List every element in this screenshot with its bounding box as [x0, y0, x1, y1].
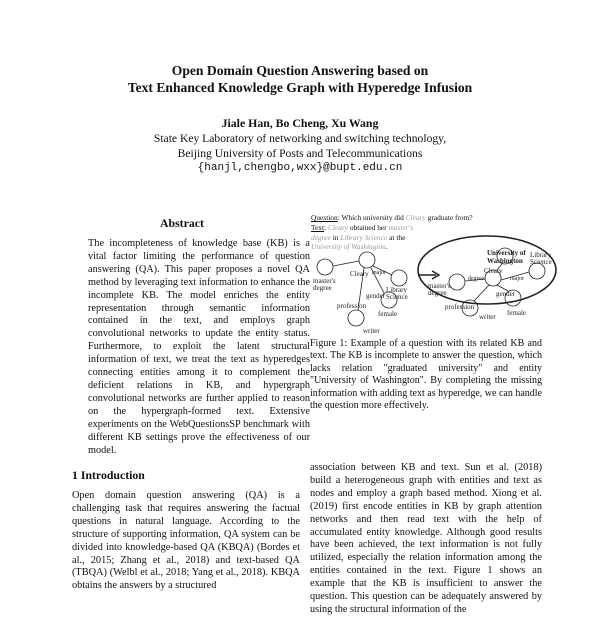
authors: Jiale Han, Bo Cheng, Xu Wang — [221, 116, 379, 130]
node-library-left — [391, 270, 407, 286]
label-major-left: major — [372, 270, 386, 276]
node-masters-left — [317, 259, 333, 275]
node-cleary-left — [359, 252, 375, 268]
label-degree-right: degree — [468, 276, 484, 282]
label-writer-left: writer — [363, 327, 380, 335]
label-gender-left-text: gender — [366, 292, 386, 300]
label-cleary-left: Cleary — [350, 270, 369, 278]
paper-title-line2: Text Enhanced Knowledge Graph with Hyperedge Infusion — [127, 80, 473, 95]
label-masters-left: master's degree — [313, 277, 336, 292]
figure-text: Text: Cleary obtained her master's degree in Library Science at the University of Washington. — [311, 223, 414, 251]
label-profession-left: profession — [337, 302, 367, 310]
intro-heading: 1 Introduction — [72, 468, 145, 482]
label-writer-right: writer — [479, 313, 496, 321]
label-cleary-right: Cleary — [484, 267, 503, 275]
intro-text-left: Open domain question answering (QA) is a challenging task that requires answering the factual questions in natural language. According to the structure of supporting information, QA system can be divided into knowledge-based QA (KBQA) (Bordes et al., 2015; Zhang et al., 2018) and text-based QA (TBQA) (Welbl et al., 2018; Yang et al., 2018). KBQA obtains the answers by a structured — [72, 490, 300, 592]
affiliation-line1: State Key Laboratory of networking and switching technology, — [153, 132, 447, 145]
abstract-text: The incompleteness of knowledge base (KB) is a vital factor limiting the performance of question answering (QA). This paper proposes a novel QA method by leveraging text information to enhance the incomplete KB. The model enriches the entity representation through semantic information contained in the text, and employs graph convolutional networks to update the entity status. Furthermore, to exploit the latent structural information of text, we treat the text as hyperedges connecting entities among it to complement the deficient relations in KB, and hypergraph convolutional networks are further applied to reason on the hypergraph-formed text. Extensive experiments on the WebQuestionsSP benchmark with different KB settings prove the effectiveness of our model. — [88, 238, 310, 456]
intro-text-right: association between KB and text. Sun et al. (2018) build a heterogeneous graph with entities and text as nodes and employ a graph based method. Xiong et al. (2019) first encode entities in KB by graph attention networks and then read text with the help of accumulated entity knowledge. Although good results have been achieved, the text information is not fully utilized, especially the relation information among the entities contained in the text. Figure 1 shows an example that the KB is insufficient to answer the question. This question can be adequately answered by using the structural information of the — [310, 462, 542, 615]
label-profession-right: profession — [445, 303, 475, 311]
figure-caption: Figure 1: Example of a question with its related KB and text. The KB is incomplete to answer the question, which lacks relation "graduated university" and entity "University of Washington". By completing the missing information with adding text as hyperedge, we can handle the question more effectively. — [310, 338, 542, 412]
paper-title-line1: Open Domain Question Answering based on — [171, 63, 429, 78]
label-major-right: major — [510, 276, 524, 282]
label-gender-right: gender — [496, 290, 516, 298]
affiliation-line2: Beijing University of Posts and Telecommunications — [177, 147, 423, 160]
abstract-heading: Abstract — [160, 216, 204, 230]
email: {hanjl,chengbo,wxx}@bupt.edu.cn — [197, 162, 403, 174]
label-library-left: Library Science — [386, 286, 408, 301]
label-female-left: female — [378, 310, 398, 318]
label-uw-right: University of Washington — [487, 249, 526, 265]
node-writer-left — [348, 310, 364, 326]
label-female-right: female — [507, 309, 527, 317]
label-library-right: Library Science — [530, 251, 552, 266]
label-masters-right: master's degree — [428, 282, 451, 297]
figure-question: Question: Which university did Cleary graduate from? — [311, 213, 473, 222]
